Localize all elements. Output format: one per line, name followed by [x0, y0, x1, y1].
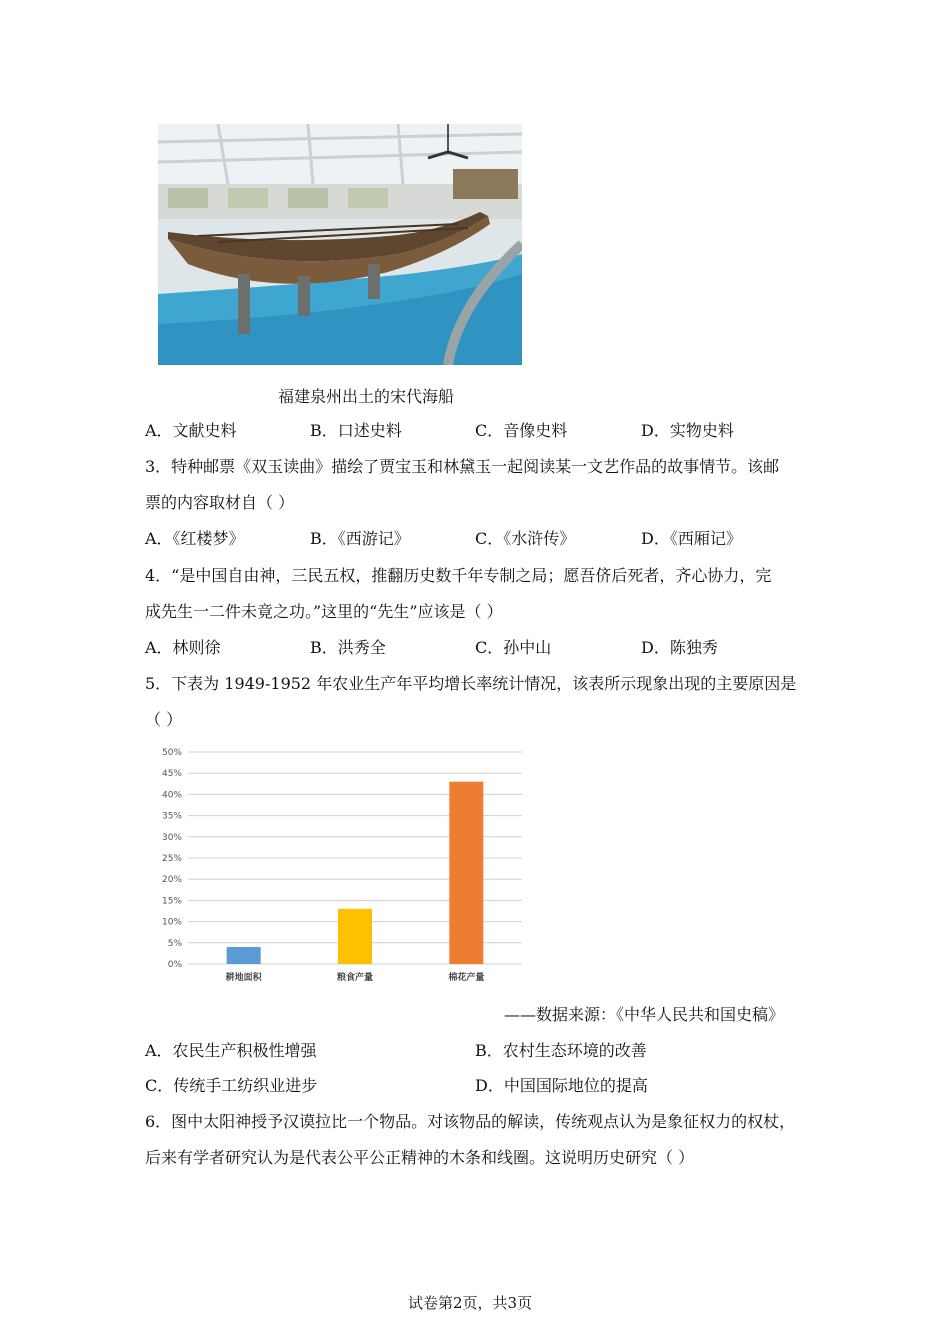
q6-stem-line2: 后来有学者研究认为是代表公平公正精神的木条和线圈。这说明历史研究（ ）	[145, 1148, 695, 1167]
y-tick-label: 45%	[161, 769, 182, 780]
y-tick-label: 10%	[161, 917, 182, 928]
q4-stem-line1: 4．“是中国自由神，三民五权，推翻历史数千年专制之局；愿吾侪后死者，齐心协力，完	[145, 566, 772, 585]
ship-photo	[158, 124, 522, 365]
q4-option-b: B．洪秀全	[310, 638, 386, 657]
y-tick-label: 25%	[161, 854, 182, 864]
q3-option-a: A．《红楼梦》	[145, 529, 245, 548]
q5-stem-line2: （ ）	[145, 710, 183, 729]
y-tick-label: 15%	[161, 896, 182, 907]
data-source-note: ——数据来源：《中华人民共和国史稿》	[504, 1005, 785, 1024]
q3-option-b: B．《西游记》	[310, 529, 410, 548]
x-category-label: 棉花产量	[448, 973, 485, 983]
q2-option-d: D．实物史料	[641, 421, 734, 440]
x-category-label: 粮食产量	[336, 973, 374, 983]
q2-option-a: A．文献史料	[145, 421, 237, 440]
q4-option-d: D．陈独秀	[641, 638, 718, 657]
q5-option-d: D．中国国际地位的提高	[475, 1076, 648, 1095]
q3-stem-line1: 3．特种邮票《双玉读曲》描绘了贾宝玉和林黛玉一起阅读某一文艺作品的故事情节。该邮	[145, 457, 780, 476]
q2-option-b: B．口述史料	[310, 421, 402, 440]
y-tick-label: 20%	[161, 875, 182, 886]
y-tick-label: 30%	[161, 832, 182, 843]
q3-stem-line2: 票的内容取材自（ ）	[145, 493, 295, 512]
q6-stem-line1: 6．图中太阳神授予汉谟拉比一个物品。对该物品的解读，传统观点认为是象征权力的权杖，	[145, 1112, 796, 1131]
q5-option-a: A．农民生产积极性增强	[145, 1041, 317, 1060]
y-tick-label: 5%	[167, 938, 182, 949]
q4-option-c: C．孙中山	[475, 638, 552, 657]
page-number-footer: 试卷第2页，共3页	[408, 1294, 533, 1312]
q5-option-c: C．传统手工纺织业进步	[145, 1076, 318, 1095]
q5-option-b: B．农村生态环境的改善	[475, 1041, 647, 1060]
q4-option-a: A．林则徐	[145, 638, 221, 657]
q3-option-c: C．《水浒传》	[475, 529, 576, 548]
y-tick-label: 0%	[167, 960, 182, 970]
q5-stem-line1: 5．下表为 1949-1952 年农业生产年平均增长率统计情况，该表所示现象出现的主要原因是	[145, 674, 797, 693]
x-category-label: 耕地面积	[225, 973, 262, 983]
y-tick-label: 35%	[161, 811, 182, 822]
bar-3	[449, 782, 483, 964]
q3-option-d: D．《西厢记》	[641, 529, 742, 548]
q4-stem-line2: 成先生一二件未竟之功。”这里的“先生”应该是（ ）	[145, 602, 503, 621]
y-tick-label: 50%	[161, 748, 182, 758]
bar-1	[227, 947, 261, 964]
growth-rate-bar-chart	[150, 740, 530, 990]
bar-2	[338, 909, 372, 964]
y-tick-label: 40%	[161, 790, 182, 801]
q2-option-c: C．音像史料	[475, 421, 568, 440]
figure-caption: 福建泉州出土的宋代海船	[278, 387, 455, 406]
